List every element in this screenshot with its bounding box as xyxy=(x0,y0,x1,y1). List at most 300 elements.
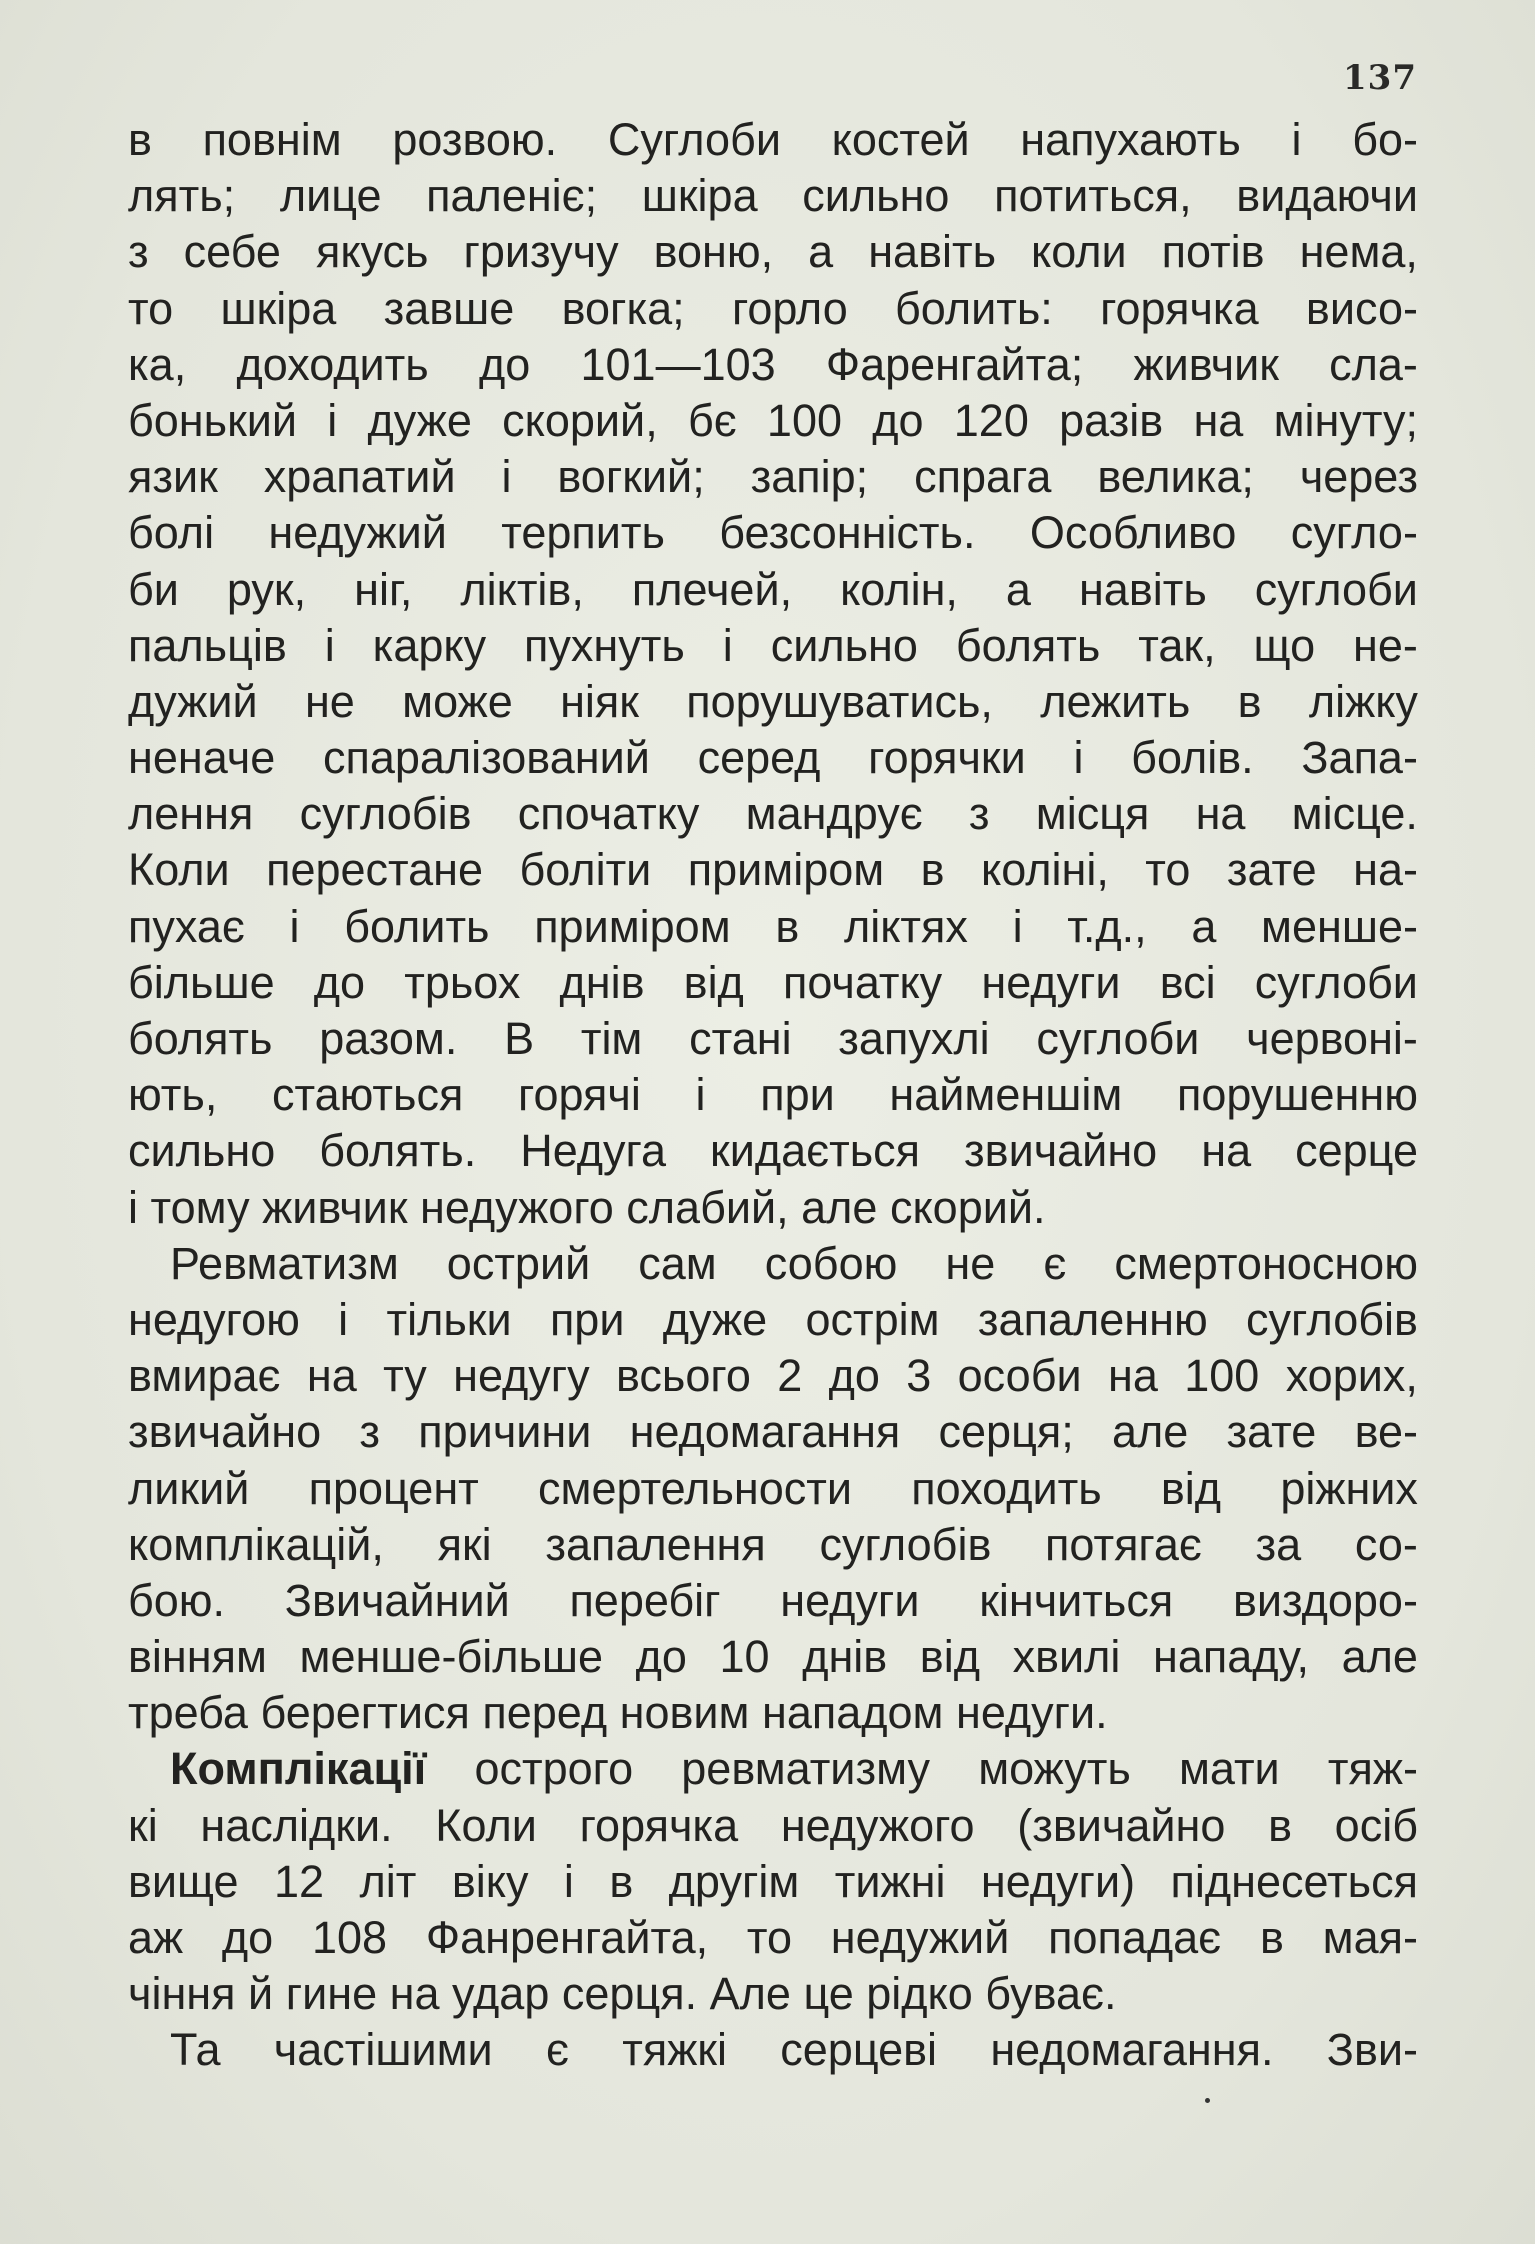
word: в xyxy=(920,844,945,896)
word: пухає xyxy=(128,900,245,952)
word: приміром xyxy=(534,900,731,952)
word: і xyxy=(327,394,338,446)
word: і xyxy=(722,619,733,671)
word: є xyxy=(1043,1237,1067,1289)
text-line xyxy=(128,618,1418,674)
word: суглобів xyxy=(1246,1293,1418,1345)
text-line xyxy=(128,1180,1418,1236)
word: запухлі xyxy=(838,1013,990,1064)
word: суглобів xyxy=(299,788,472,840)
word: серце xyxy=(1295,1125,1418,1177)
word: дуже xyxy=(662,1293,768,1345)
word: менше-більше xyxy=(299,1631,604,1683)
word: горячки xyxy=(868,732,1026,784)
word: висо- xyxy=(1305,282,1418,334)
word: нападу, xyxy=(1152,1631,1309,1683)
text-line xyxy=(128,1685,1418,1741)
word: на xyxy=(1195,788,1246,840)
word: вогка; xyxy=(561,282,685,334)
text-line xyxy=(128,1011,1418,1067)
word: пухнуть xyxy=(524,619,685,671)
word: осіб xyxy=(1334,1799,1418,1851)
word: всі xyxy=(1159,956,1216,1008)
word: запаленню xyxy=(977,1293,1208,1345)
word: 12 xyxy=(274,1855,325,1907)
word: приміром xyxy=(687,844,885,896)
word: Недуга xyxy=(520,1125,666,1177)
word: недугою xyxy=(128,1293,300,1345)
word: серцеві xyxy=(780,2024,938,2076)
word: спаралізований xyxy=(322,732,650,784)
word: потиться, xyxy=(994,170,1192,222)
word: острім xyxy=(805,1293,940,1345)
word: наслідки. xyxy=(200,1799,393,1851)
text-line xyxy=(128,1573,1418,1629)
word: на xyxy=(1107,1350,1158,1402)
word: бє xyxy=(687,394,737,446)
word: сугло- xyxy=(1290,507,1418,559)
word: зате xyxy=(1226,1406,1317,1458)
word: аж xyxy=(128,1912,184,1963)
text-line xyxy=(128,1517,1418,1573)
word: болів. xyxy=(1131,732,1254,784)
word: болять. xyxy=(319,1125,477,1177)
page-number: 137 xyxy=(1343,58,1417,98)
word: лежить xyxy=(1040,675,1191,727)
word: виздоро- xyxy=(1232,1574,1418,1626)
word: від xyxy=(919,1631,980,1683)
word: смертоносною xyxy=(1114,1237,1418,1289)
word: дужий xyxy=(128,675,258,727)
word: суглоби xyxy=(1254,563,1418,615)
word: напухають xyxy=(1020,114,1241,165)
word: частішими xyxy=(273,2024,493,2076)
word: через xyxy=(1299,451,1418,503)
word: на- xyxy=(1353,844,1418,896)
word: лице xyxy=(279,170,382,222)
word: острий xyxy=(446,1237,591,1289)
word: шкіра xyxy=(641,170,758,222)
word: літ xyxy=(359,1855,417,1907)
word: смертельности xyxy=(538,1462,853,1514)
text-line xyxy=(128,1236,1418,1292)
word: ту xyxy=(383,1350,427,1402)
word: вогкий; xyxy=(557,451,705,503)
word: 101—103 xyxy=(580,338,776,390)
word: найменшім xyxy=(889,1069,1123,1121)
word: Фаренгайта; xyxy=(825,338,1084,390)
word: не- xyxy=(1353,619,1418,671)
word: запалення xyxy=(545,1518,766,1570)
word: до xyxy=(635,1631,687,1683)
word: недуги. xyxy=(955,1687,1108,1739)
word: до xyxy=(221,1912,274,1963)
word: повнім xyxy=(202,114,342,165)
word: лення xyxy=(128,788,254,840)
word: що xyxy=(1253,619,1316,671)
word: пальців xyxy=(128,619,287,671)
word: в xyxy=(775,900,800,952)
word: горячі xyxy=(518,1069,641,1121)
word: ніг, xyxy=(354,563,413,615)
word: сильно xyxy=(128,1125,276,1177)
word: недомагання xyxy=(629,1406,901,1458)
word: з xyxy=(128,226,149,278)
word: храпатий xyxy=(263,451,456,503)
word: кінчиться xyxy=(979,1574,1174,1626)
word: живчик xyxy=(1133,338,1279,390)
word: гине xyxy=(285,1968,378,2020)
word: ликий xyxy=(128,1462,250,1514)
word: в xyxy=(1268,1799,1292,1851)
text-line xyxy=(128,168,1418,224)
text-line xyxy=(128,786,1418,842)
word: недужого xyxy=(780,1799,975,1851)
word: на xyxy=(306,1350,357,1402)
word: й xyxy=(248,1968,274,2020)
word: недужого xyxy=(420,1181,614,1233)
word: можуть xyxy=(978,1743,1131,1795)
word: боліти xyxy=(519,844,652,896)
word: себе xyxy=(183,226,281,278)
word: мати xyxy=(1178,1743,1280,1795)
word: доходить xyxy=(236,338,429,390)
word: видаючи xyxy=(1236,170,1418,222)
word: є xyxy=(545,2024,569,2076)
word: бо- xyxy=(1352,114,1418,165)
word: разом. xyxy=(319,1013,458,1064)
word: недужий xyxy=(268,507,447,559)
word: 100 xyxy=(1184,1350,1260,1402)
text-line xyxy=(128,1854,1418,1910)
word: скорий. xyxy=(889,1181,1046,1233)
text-line xyxy=(128,281,1418,337)
word: місце. xyxy=(1291,788,1418,840)
word: в xyxy=(609,1855,634,1907)
word: недуги xyxy=(981,956,1121,1008)
word: хорих, xyxy=(1285,1350,1418,1402)
word: лять; xyxy=(128,170,236,222)
word: воню, xyxy=(653,226,774,278)
word: неначе xyxy=(128,732,276,784)
word: місця xyxy=(1035,788,1150,840)
word: горячка xyxy=(1100,282,1259,334)
word: процент xyxy=(308,1462,479,1514)
word: на xyxy=(1201,1125,1252,1177)
word: а xyxy=(808,226,834,278)
word: дуже xyxy=(367,394,472,446)
text-line xyxy=(128,899,1418,955)
text-line xyxy=(128,1798,1418,1854)
word: перебіг xyxy=(569,1574,721,1626)
word: які xyxy=(437,1518,492,1570)
word: і xyxy=(289,900,300,952)
word: ріжних xyxy=(1280,1462,1418,1514)
word: рук, xyxy=(226,563,307,615)
body-text xyxy=(128,112,1418,2079)
word: до xyxy=(828,1350,880,1402)
word: паленіє; xyxy=(426,170,598,222)
word: тім xyxy=(580,1013,643,1064)
text-line xyxy=(128,337,1418,393)
word: новим xyxy=(619,1687,750,1739)
word: болять xyxy=(128,1013,273,1064)
word: коли xyxy=(1031,226,1127,278)
word: сильно xyxy=(802,170,950,222)
word: терпить xyxy=(501,507,665,559)
word: і xyxy=(1012,900,1023,952)
word: суглоби xyxy=(1036,1013,1200,1064)
word: і xyxy=(128,1181,138,1233)
word: мандрує xyxy=(745,788,923,840)
word: трьох xyxy=(404,956,521,1008)
word: і xyxy=(1073,732,1084,784)
text-line xyxy=(128,1292,1418,1348)
print-speck xyxy=(1205,2098,1210,2103)
text-line xyxy=(128,1966,1418,2022)
word: комплікацій, xyxy=(128,1518,384,1570)
word: буває. xyxy=(985,1968,1117,2020)
text-line xyxy=(128,112,1418,168)
word: вінням xyxy=(128,1631,267,1683)
word: особи xyxy=(957,1350,1082,1402)
word: Та xyxy=(170,2024,221,2076)
word: і xyxy=(338,1293,349,1345)
word: ніяк xyxy=(560,675,639,727)
word: не xyxy=(945,1237,996,1289)
word: якусь xyxy=(315,226,429,278)
word: потів xyxy=(1161,226,1265,278)
word: то xyxy=(128,282,174,334)
word: але xyxy=(801,1181,878,1233)
word: в xyxy=(1237,675,1262,727)
text-line xyxy=(128,1741,1418,1797)
word: колін, xyxy=(840,563,958,615)
word: розвою. xyxy=(392,114,558,165)
text-line xyxy=(128,224,1418,280)
word: бою. xyxy=(128,1574,226,1626)
word: звичайно xyxy=(964,1125,1158,1177)
word: Коли xyxy=(128,844,230,896)
word: спрага xyxy=(914,451,1052,503)
word: кі xyxy=(128,1799,158,1851)
word: порушуватись, xyxy=(686,675,993,727)
text-line xyxy=(128,393,1418,449)
word: то xyxy=(1145,844,1191,896)
word: бонький xyxy=(128,394,298,446)
text-line xyxy=(128,1348,1418,1404)
word: на xyxy=(1193,394,1244,446)
word: ліжку xyxy=(1308,675,1418,727)
word: до xyxy=(313,956,366,1008)
text-line xyxy=(128,955,1418,1011)
word: стані xyxy=(689,1013,792,1064)
bold-term: Комплікації xyxy=(170,1743,427,1795)
word: і xyxy=(501,451,512,503)
word: стаються xyxy=(272,1069,464,1121)
word: Зви- xyxy=(1326,2024,1418,2076)
word: ка, xyxy=(128,338,187,390)
word: ліктях xyxy=(843,900,968,952)
word: навіть xyxy=(1078,563,1207,615)
word: ве- xyxy=(1354,1406,1418,1458)
word: костей xyxy=(831,114,970,165)
word: со- xyxy=(1354,1518,1418,1570)
word: берегтися xyxy=(260,1687,470,1739)
word: разів xyxy=(1059,394,1164,446)
text-line xyxy=(128,505,1418,561)
text-line xyxy=(128,449,1418,505)
word: недомагання. xyxy=(990,2024,1274,2076)
word: В xyxy=(504,1013,535,1064)
word: сам xyxy=(638,1237,717,1289)
word: спочатку xyxy=(517,788,700,840)
word: 10 xyxy=(719,1631,770,1683)
word: Запа- xyxy=(1301,732,1418,784)
word: Ревматизм xyxy=(170,1237,399,1289)
word: зате xyxy=(1226,844,1317,896)
word: запір; xyxy=(750,451,869,503)
word: і xyxy=(1291,114,1302,165)
word: і xyxy=(324,619,335,671)
word: перед xyxy=(482,1687,608,1739)
text-line xyxy=(128,1910,1418,1966)
word: до xyxy=(478,338,531,390)
word: звичайно xyxy=(128,1406,322,1458)
word: Суглоби xyxy=(607,114,781,165)
word: удар xyxy=(452,1968,550,2020)
word: Але xyxy=(709,1968,791,2020)
word: ють, xyxy=(128,1069,218,1121)
word: т.д., xyxy=(1067,900,1147,952)
word: Фанренгайта, xyxy=(425,1912,709,1963)
word: вище xyxy=(128,1855,239,1907)
word: днів xyxy=(802,1631,888,1683)
word: серця; xyxy=(938,1406,1074,1458)
word: але xyxy=(1111,1406,1189,1458)
word: перестане xyxy=(266,844,484,896)
word: з xyxy=(359,1406,381,1458)
word: мая- xyxy=(1322,1912,1418,1963)
word: 108 xyxy=(312,1912,388,1963)
word: тяжкі xyxy=(622,2024,727,2076)
word: походить xyxy=(911,1462,1102,1514)
word: собою xyxy=(764,1237,898,1289)
word: слабий, xyxy=(626,1181,789,1233)
word: треба xyxy=(128,1687,248,1739)
word: потягає xyxy=(1045,1518,1202,1570)
word: болі xyxy=(128,507,215,559)
text-line xyxy=(128,730,1418,786)
word: віку xyxy=(451,1855,529,1907)
text-line xyxy=(128,1404,1418,1460)
word: більше xyxy=(128,956,275,1008)
word: живчик xyxy=(262,1181,408,1233)
word: серед xyxy=(697,732,821,784)
text-line xyxy=(128,842,1418,898)
word: чіння xyxy=(128,1968,236,2020)
word: Особливо xyxy=(1029,507,1237,559)
word: не xyxy=(304,675,355,727)
word: (звичайно xyxy=(1017,1799,1226,1851)
word: рідко xyxy=(866,1968,973,2020)
word: болять xyxy=(955,619,1101,671)
word: порушенню xyxy=(1176,1069,1418,1121)
word: недуги xyxy=(780,1574,920,1626)
word: а xyxy=(1005,563,1031,615)
word: недужий xyxy=(830,1912,1010,1963)
word: язик xyxy=(128,451,218,503)
word: від xyxy=(1160,1462,1222,1514)
word: то xyxy=(746,1912,793,1963)
word: це xyxy=(803,1968,854,2020)
word: тижні xyxy=(834,1855,946,1907)
word: в xyxy=(1259,1912,1284,1963)
word: шкіра xyxy=(220,282,337,334)
word: другім xyxy=(668,1855,800,1907)
text-line xyxy=(128,1461,1418,1517)
word: велика; xyxy=(1097,451,1254,503)
word: би xyxy=(128,563,179,615)
word: 120 xyxy=(953,394,1029,446)
word: завше xyxy=(383,282,515,334)
word: болить: xyxy=(895,282,1053,334)
word: навіть xyxy=(868,226,997,278)
word: гризучу xyxy=(463,226,619,278)
word: сильно xyxy=(770,619,918,671)
word: з xyxy=(968,788,990,840)
word: горло xyxy=(731,282,848,334)
word: в xyxy=(128,114,152,165)
word: острого xyxy=(474,1743,634,1795)
word: червоні- xyxy=(1246,1013,1418,1064)
word: мінуту; xyxy=(1273,394,1418,446)
word: скорий, xyxy=(502,394,658,446)
text-line xyxy=(128,674,1418,730)
word: суглобів xyxy=(819,1518,992,1570)
word: 100 xyxy=(766,394,843,446)
word: хвилі xyxy=(1012,1631,1121,1683)
word: і xyxy=(695,1069,706,1121)
word: тому xyxy=(150,1181,250,1233)
word: за xyxy=(1255,1518,1302,1570)
word: коліні, xyxy=(981,844,1109,896)
word: піднесеться xyxy=(1170,1855,1418,1907)
word: горячка xyxy=(579,1799,739,1851)
word: карку xyxy=(372,619,487,671)
word: від xyxy=(683,956,744,1008)
word: попадає xyxy=(1048,1912,1222,1963)
word: серця. xyxy=(561,1968,698,2020)
word: а xyxy=(1191,900,1217,952)
word: недуги) xyxy=(980,1855,1136,1907)
word: 2 xyxy=(777,1350,803,1402)
word: і xyxy=(563,1855,574,1907)
word: так, xyxy=(1138,619,1216,671)
word: вмирає xyxy=(128,1350,281,1402)
word: сла- xyxy=(1329,338,1418,390)
word: причини xyxy=(418,1406,592,1458)
word: Коли xyxy=(435,1799,537,1851)
word: при xyxy=(760,1069,835,1121)
word: до xyxy=(872,394,924,446)
word: тяж- xyxy=(1327,1743,1418,1795)
word: початку xyxy=(782,956,943,1008)
text-line xyxy=(128,2022,1418,2078)
word: безсонність. xyxy=(719,507,976,559)
word: ревматизму xyxy=(681,1743,931,1795)
word: болить xyxy=(344,900,490,952)
